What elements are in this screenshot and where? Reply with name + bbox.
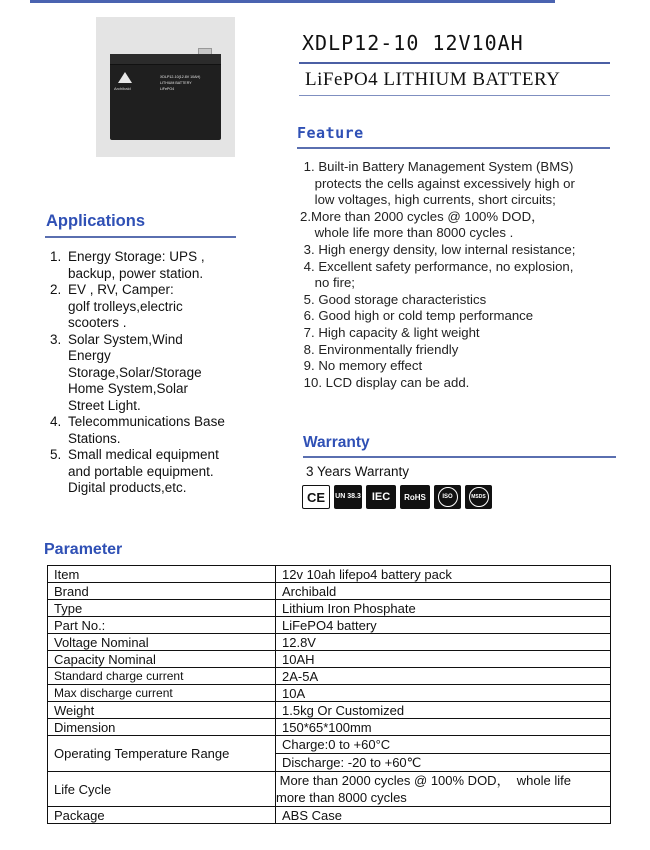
table-row: Type Lithium Iron Phosphate: [48, 600, 611, 617]
table-row: Standard charge current 2A-5A: [48, 668, 611, 685]
feature-line: 1. Built-in Battery Management System (BMS): [300, 159, 574, 174]
table-row: Life Cycle More than 2000 cycles @ 100% DOD， whole life more than 8000 cycles: [48, 772, 611, 807]
battery-label: [160, 74, 218, 92]
iec-icon: IEC: [366, 485, 396, 509]
un38-3-icon: UN 38.3: [334, 485, 362, 509]
battery-illustration: [110, 54, 221, 140]
application-item: 4. Telecommunications Base Stations.: [50, 414, 225, 446]
product-subtitle: LiFePO4 LITHIUM BATTERY: [305, 69, 561, 90]
applications-heading: Applications: [46, 212, 146, 230]
iso-icon: ISO: [434, 485, 461, 509]
feature-line: 4. Excellent safety performance, no explosion,: [300, 258, 574, 274]
feature-line: 6. Good high or cold temp performance: [300, 308, 534, 324]
battery-label-line: LiFePO4: [160, 87, 175, 91]
feature-line: low voltages, high currents, short circuits;: [300, 192, 556, 208]
feature-line: 9. No memory effect: [300, 358, 423, 374]
table-row: Part No.: LiFePO4 battery: [48, 617, 611, 634]
table-row: Package ABS Case: [48, 807, 611, 824]
battery-label-line: LITHIUM BATTERY: [160, 81, 192, 85]
table-row: Item 12v 10ah lifepo4 battery pack: [48, 566, 611, 583]
table-row: Max discharge current 10A: [48, 685, 611, 702]
feature-line: 7. High capacity & light weight: [300, 324, 480, 340]
warranty-heading: Warranty: [303, 434, 370, 451]
warranty-divider: [303, 456, 616, 458]
table-row: Capacity Nominal 10AH: [48, 651, 611, 668]
battery-lid: [110, 54, 221, 65]
msds-icon: MSDS: [465, 485, 492, 509]
corner-label: [580, 0, 611, 1]
feature-line: 2.More than 2000 cycles @ 100% DOD，: [300, 208, 545, 224]
feature-line: 8. Environmentally friendly: [300, 341, 459, 357]
warranty-text: 3 Years Warranty: [306, 464, 410, 479]
application-item: 3. Solar System,Wind Energy Storage,Solar/Storage Home System,Solar Street Light.: [50, 331, 202, 413]
life-cycle-line: more than 8000 cycles: [276, 790, 407, 805]
feature-line: 5. Good storage characteristics: [300, 291, 487, 307]
subtitle-divider: [299, 95, 610, 96]
feature-line: no fire;: [300, 275, 355, 291]
table-row: Brand Archibald: [48, 583, 611, 600]
feature-line: 3. High energy density, low internal resistance;: [300, 241, 576, 257]
table-row: Discharge: -20 to +60℃: [48, 754, 611, 772]
top-accent-bar: [30, 0, 555, 3]
battery-label-line: XDLP12-10(12.8V 10AH): [160, 75, 201, 79]
feature-heading: Feature: [297, 124, 364, 142]
product-photo: [96, 17, 235, 157]
parameter-table: [47, 565, 611, 824]
feature-line: whole life more than 8000 cycles .: [300, 225, 514, 241]
title-divider: [299, 62, 610, 64]
table-row: Dimension 150*65*100mm: [48, 719, 611, 736]
brand-logo-icon: [118, 72, 132, 83]
ce-mark-icon: CE: [302, 485, 330, 509]
rohs-icon: RoHS: [400, 485, 430, 509]
life-cycle-line: More than 2000 cycles @ 100% DOD， whole life: [276, 773, 571, 788]
applications-list: [50, 249, 248, 497]
application-item: 1. Energy Storage: UPS , backup, power station.: [50, 249, 205, 281]
table-row: Operating Temperature Range Charge:0 to +60°C: [48, 736, 611, 754]
application-item: 5. Small medical equipment and portable equipment. Digital products,etc.: [50, 447, 219, 495]
feature-list: [300, 159, 575, 391]
parameter-heading: Parameter: [44, 541, 123, 558]
applications-divider: [45, 236, 236, 238]
feature-line: protects the cells against excessively high or: [300, 175, 575, 191]
model-title: XDLP12-10 12V10AH: [302, 31, 524, 55]
feature-line: 10. LCD display can be add.: [300, 374, 470, 390]
application-item: 2. EV , RV, Camper: golf trolleys,electric scooters .: [50, 282, 183, 330]
table-row: Voltage Nominal 12.8V: [48, 634, 611, 651]
table-row: Weight 1.5kg Or Customized: [48, 702, 611, 719]
feature-divider: [297, 147, 610, 149]
battery-brand-text: Archibald: [114, 86, 131, 91]
